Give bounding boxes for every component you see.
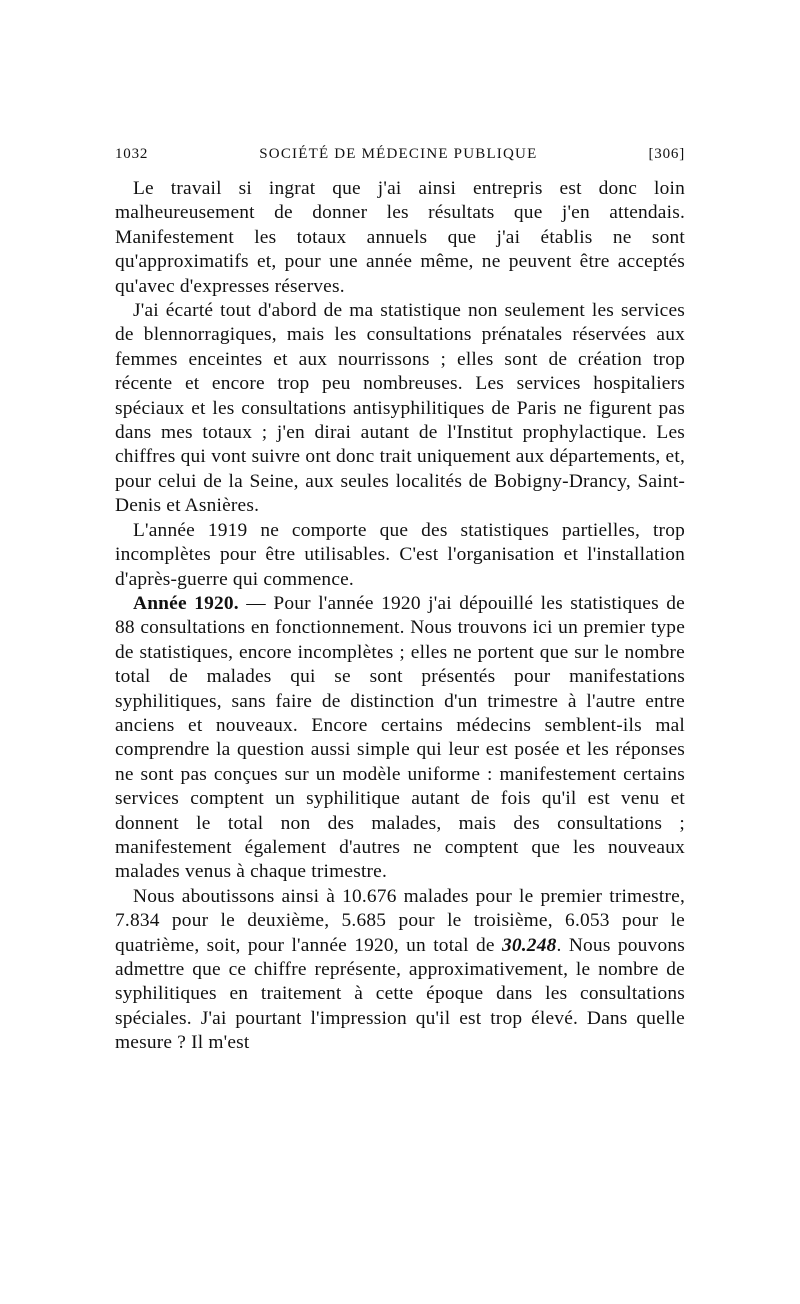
paragraph: J'ai écarté tout d'abord de ma statistique non seulement les services de blennorragiques, mais les consultations prénatales réservées aux femmes enceintes et aux nourrissons ; elles sont de création trop récente et encore trop peu nombreuses. Les services hospitaliers spéciaux et les consultations antisyphilitiques de Paris ne figurent pas dans mes totaux ; j'en dirai autant de l'Institut prophylactique. Les chiffres qui vont suivre ont donc trait uniquement aux départements, et, pour celui de la Seine, aux seules localités de Bobigny-Drancy, Saint-Denis et Asnières. bbox=[115, 300, 685, 517]
section-paragraph bbox=[115, 592, 685, 885]
section-text: — Pour l'année 1920 j'ai dépouillé les statistiques de 88 consultations en fonctionnement. Nous trouvons ici un premier type de statistiques, encore incomplètes ; elles ne portent que sur le nombre total de malades qui se sont présentés pour manifestations syphilitiques, sans faire de distinction d'un trimestre à l'autre entre anciens et nouveaux. Encore certains médecins semblent-ils mal comprendre la question aussi simple qui leur est posée et les réponses ne sont pas conçues sur un modèle uniforme : manifestement certains services comptent un syphilitique autant de fois qu'il est venu et donnent le total non des malades, mais des consultations ; manifestement également d'autres ne comptent que les nouveaux malades venus à chaque trimestre. bbox=[115, 592, 685, 883]
paragraph: L'année 1919 ne comporte que des statistiques partielles, trop incomplètes pour être utilisables. C'est l'organisation et l'installation d'après-guerre qui commence. bbox=[115, 519, 685, 590]
journal-title: SOCIÉTÉ DE MÉDECINE PUBLIQUE bbox=[259, 146, 538, 162]
page bbox=[115, 146, 685, 1056]
paragraph: Le travail si ingrat que j'ai ainsi entrepris est donc loin malheureusement de donner les résultats que j'en attendais. Manifestement les totaux annuels que j'ai établis ne sont qu'approximatifs et, pour une année même, ne peuvent être acceptés qu'avec d'expresses réserves. bbox=[115, 178, 685, 297]
paragraph bbox=[115, 885, 685, 1056]
bracket-number: [306] bbox=[648, 146, 685, 162]
running-head bbox=[115, 146, 685, 163]
paragraph-text: Nous aboutissons ainsi à 10.676 malades pour le premier trimestre, 7.834 pour le deuxième, 5.685 pour le troisième, 6.053 pour le quatrième, soit, pour l'année 1920, un total de bbox=[115, 885, 685, 956]
total-figure: 30.248 bbox=[501, 934, 557, 956]
section-heading: Année 1920. bbox=[133, 592, 239, 614]
page-number: 1032 bbox=[115, 146, 149, 162]
body-text bbox=[115, 177, 685, 1056]
paragraph-text: . Nous pouvons admettre que ce chiffre représente, approximativement, le nombre de syphilitiques en traitement à cette époque dans les consultations spéciales. J'ai pourtant l'impression qu'il est trop élevé. Dans quelle mesure ? Il m'est bbox=[115, 934, 685, 1054]
